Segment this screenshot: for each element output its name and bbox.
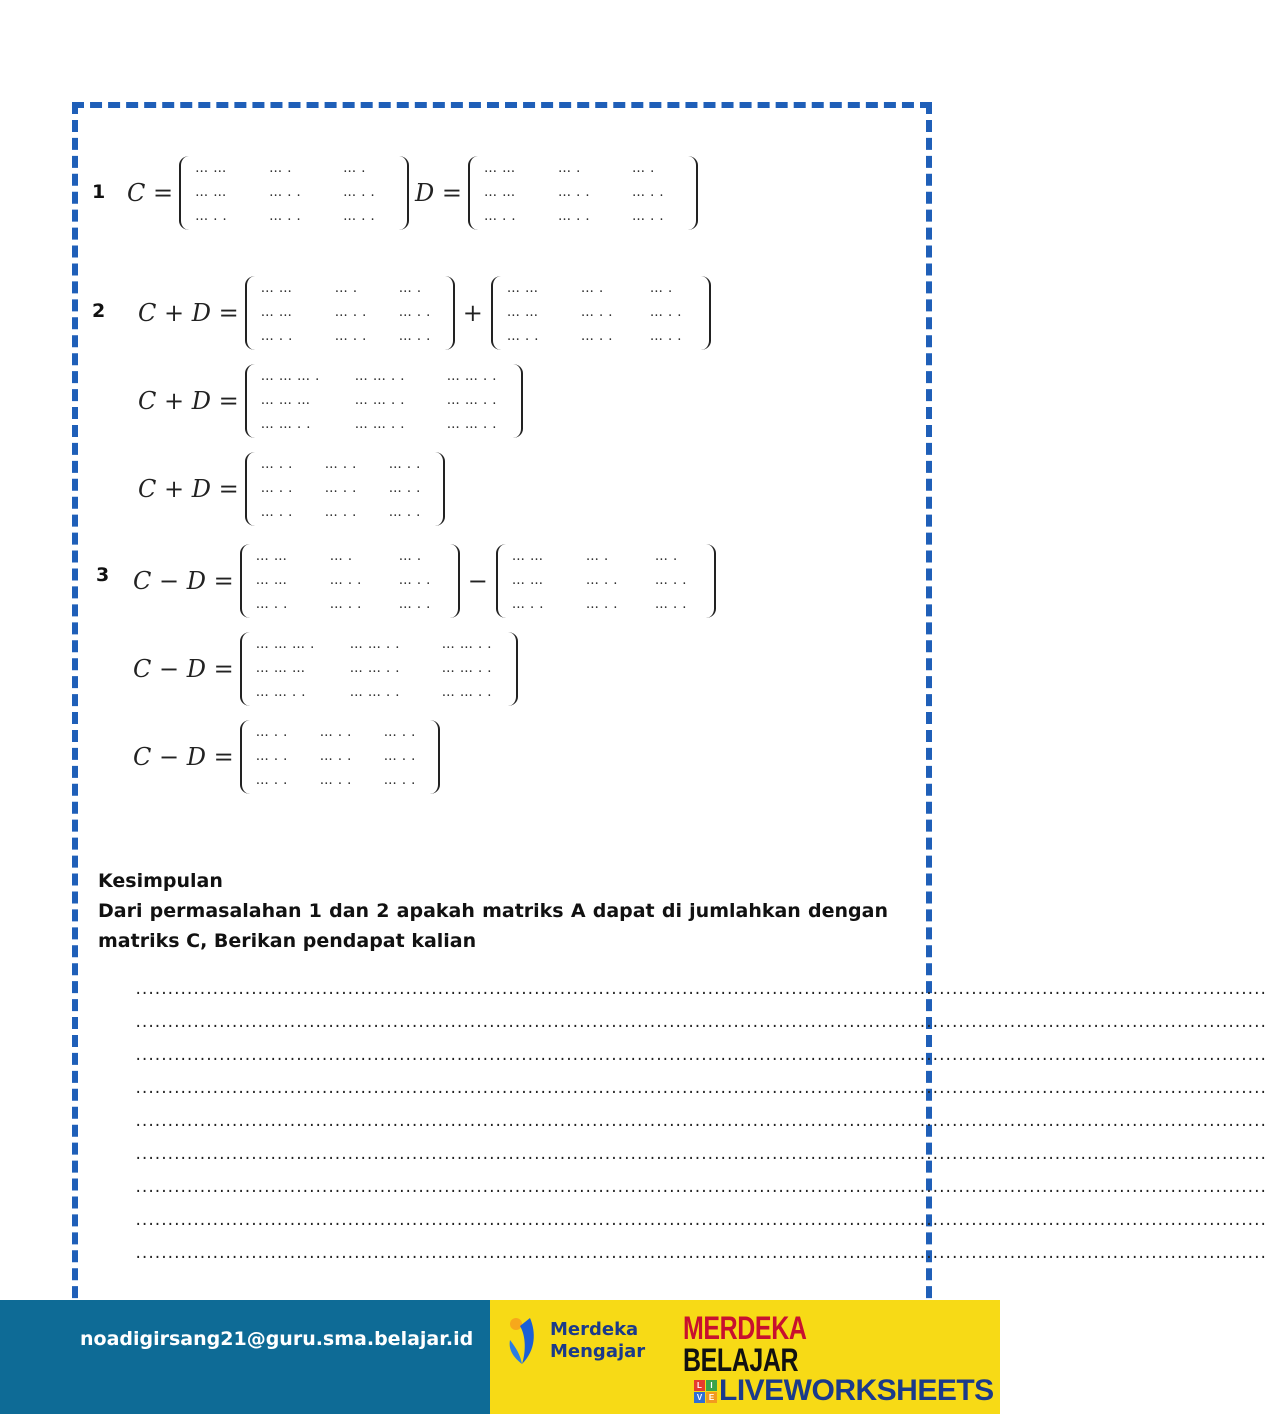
matrix-entry[interactable]: … . . — [580, 329, 613, 344]
sum-equation-step-3 — [138, 452, 445, 526]
matrix-entry[interactable]: … . . — [557, 185, 591, 200]
matrix-entry[interactable]: … . . — [654, 597, 687, 612]
left-paren — [240, 720, 250, 794]
sum-equation-step-2 — [138, 364, 523, 438]
matrix-entry[interactable]: … . . — [383, 749, 416, 764]
difference-equation-step-3 — [133, 720, 440, 794]
right-paren — [435, 452, 445, 526]
matrix-entry[interactable]: … . — [585, 549, 609, 564]
matrix-entry[interactable]: … . . — [506, 329, 539, 344]
left-paren — [245, 276, 255, 350]
matrix-entries — [189, 157, 399, 229]
matrix-entry[interactable]: … . . — [654, 573, 687, 588]
matrix-entry[interactable]: … … . . — [441, 637, 492, 652]
matrix-entry[interactable]: … … . . — [349, 685, 400, 700]
matrix-entry[interactable]: … . . — [255, 725, 288, 740]
matrix-entry[interactable]: … . . — [649, 305, 682, 320]
equation-label: D = — [415, 179, 462, 207]
merdeka-belajar-line1: MERDEKA — [683, 1310, 807, 1346]
matrix-entry[interactable]: … . . — [319, 749, 352, 764]
matrix-entry[interactable]: … . . — [557, 209, 591, 224]
right-paren — [688, 156, 698, 230]
matrix-entry[interactable]: … . . — [585, 573, 618, 588]
matrix-entry[interactable]: … . . — [388, 505, 421, 520]
matrix-entry[interactable]: … . . — [329, 573, 362, 588]
matrix — [491, 276, 711, 350]
answer-line[interactable]: ................................................................................................................................................................................ — [134, 1048, 1265, 1064]
matrix — [468, 156, 698, 230]
matrix-entry[interactable]: … … — [260, 305, 293, 320]
matrix-entry[interactable]: … … … — [255, 661, 306, 676]
equation-label: C − D = — [133, 655, 234, 683]
answer-line[interactable]: ................................................................................................................................................................................ — [134, 1180, 1265, 1196]
matrix-entry[interactable]: … . — [334, 281, 358, 296]
matrix-entries — [506, 545, 706, 617]
matrix-entry[interactable]: … . . — [398, 329, 431, 344]
matrix-entry[interactable]: … . . — [260, 505, 293, 520]
matrix-entry[interactable]: … … — [511, 573, 544, 588]
matrix-entry[interactable]: … … . . — [260, 417, 311, 432]
matrix-entry[interactable]: … … . . — [441, 685, 492, 700]
matrix-entry[interactable]: … . . — [260, 329, 293, 344]
matrix-entry[interactable]: … . — [398, 281, 422, 296]
matrix-entry[interactable]: … . . — [631, 185, 665, 200]
matrix-d-definition — [415, 156, 698, 230]
difference-equation-step-1 — [133, 544, 716, 618]
right-paren — [508, 632, 518, 706]
conclusion-heading: Kesimpulan — [98, 870, 223, 892]
matrix-entry[interactable]: … . . — [580, 305, 613, 320]
plus-operator: + — [462, 299, 483, 327]
matrix-entries — [250, 721, 430, 793]
matrix-entry[interactable]: … … . . — [354, 393, 405, 408]
matrix-entry[interactable]: … . . — [511, 597, 544, 612]
matrix-entry[interactable]: … . . — [255, 597, 288, 612]
right-paren — [706, 544, 716, 618]
matrix-entry[interactable]: … . . — [255, 773, 288, 788]
matrix-entry[interactable]: … … — [255, 573, 288, 588]
matrix-entry[interactable]: … . . — [388, 481, 421, 496]
matrix-entry[interactable]: … . — [631, 161, 655, 176]
matrix — [240, 544, 460, 618]
matrix-entry[interactable]: … … . . — [354, 369, 405, 384]
matrix-entries — [255, 453, 435, 525]
right-paren — [513, 364, 523, 438]
matrix-entry[interactable]: … … — [483, 185, 516, 200]
left-paren — [496, 544, 506, 618]
question-number-3: 3 — [96, 564, 110, 586]
right-paren — [399, 156, 409, 230]
matrix-entry[interactable]: … . . — [319, 725, 352, 740]
equation-label: C − D = — [133, 567, 234, 595]
matrix-entry[interactable]: … … . . — [354, 417, 405, 432]
matrix — [240, 720, 440, 794]
author-email: noadigirsang21@guru.sma.belajar.id — [80, 1328, 474, 1350]
answer-line[interactable]: ................................................................................................................................................................................ — [134, 1246, 1265, 1262]
merdeka-mengajar-logo — [506, 1314, 645, 1368]
matrix-entry[interactable]: … . . — [324, 481, 357, 496]
matrix-entry[interactable]: … . — [269, 161, 292, 176]
matrix-c-definition — [127, 156, 409, 230]
left-paren — [240, 632, 250, 706]
liveworksheets-logo — [694, 1374, 994, 1408]
matrix-entry[interactable]: … . . — [195, 209, 228, 224]
footer-left-panel — [0, 1300, 490, 1414]
question-number-1: 1 — [92, 181, 106, 203]
matrix-entry[interactable]: … . . — [383, 725, 416, 740]
left-paren — [468, 156, 478, 230]
lw-letter: E — [706, 1392, 717, 1403]
conclusion-question: Dari permasalahan 1 dan 2 apakah matriks A dapat di jumlahkan dengan matriks C, Berikan pendapat kalian — [98, 900, 888, 952]
answer-line[interactable]: ................................................................................................................................................................................ — [134, 982, 1265, 998]
answer-lines — [134, 974, 1265, 1271]
matrix-entry[interactable]: … … — [506, 305, 539, 320]
matrix-entry[interactable]: … … . . — [255, 685, 306, 700]
matrix-entry[interactable]: … . . — [255, 749, 288, 764]
matrix-entries — [250, 633, 508, 705]
matrix-entry[interactable]: … … . . — [446, 393, 497, 408]
liveworksheets-wordmark: LIVEWORKSHEETS — [719, 1374, 994, 1407]
matrix-entry[interactable]: … . . — [324, 457, 357, 472]
matrix-entry[interactable]: … … — [506, 281, 539, 296]
matrix-entry[interactable]: … . . — [260, 481, 293, 496]
equation-label: C − D = — [133, 743, 234, 771]
matrix-entries — [250, 545, 450, 617]
matrix-entry[interactable]: … . . — [329, 597, 362, 612]
matrix-entry[interactable]: … . . — [334, 305, 367, 320]
matrix-entries — [478, 157, 688, 229]
matrix-entry[interactable]: … . . — [649, 329, 682, 344]
minus-operator: − — [467, 567, 488, 595]
matrix-entry[interactable]: … . . — [334, 329, 367, 344]
matrix-entry[interactable]: … . . — [269, 209, 302, 224]
merdeka-mengajar-icon — [506, 1314, 542, 1368]
sum-equation-step-1 — [138, 276, 711, 350]
matrix-entries — [255, 365, 513, 437]
left-paren — [245, 364, 255, 438]
matrix-entry[interactable]: … . — [654, 549, 678, 564]
conclusion-section — [98, 866, 888, 956]
matrix — [179, 156, 409, 230]
matrix-entry[interactable]: … … … . — [255, 637, 315, 652]
matrix-entry[interactable]: … . — [649, 281, 673, 296]
matrix-entry[interactable]: … . . — [319, 773, 352, 788]
footer-banner — [0, 1300, 1000, 1414]
matrix-entry[interactable]: … . — [398, 549, 422, 564]
matrix-entry[interactable]: … . . — [260, 457, 293, 472]
matrix-entry[interactable]: … … — [195, 161, 227, 176]
equation-label: C + D = — [138, 475, 239, 503]
merdeka-mengajar-line1: Merdeka — [550, 1319, 639, 1340]
right-paren — [430, 720, 440, 794]
matrix-entry[interactable]: … . . — [388, 457, 421, 472]
answer-line[interactable]: ................................................................................................................................................................................ — [134, 1213, 1265, 1229]
matrix-entries — [255, 277, 445, 349]
matrix-entry[interactable]: … … — [483, 161, 516, 176]
question-number-2: 2 — [92, 300, 106, 322]
equation-label: C + D = — [138, 299, 239, 327]
difference-equation-step-2 — [133, 632, 518, 706]
merdeka-mengajar-line2: Mengajar — [550, 1341, 646, 1362]
matrix-entry[interactable]: … . . — [631, 209, 665, 224]
matrix-entry[interactable]: … . . — [383, 773, 416, 788]
matrix-entry[interactable]: … . . — [343, 209, 376, 224]
liveworksheets-icon — [694, 1380, 717, 1403]
matrix — [245, 276, 455, 350]
right-paren — [701, 276, 711, 350]
lw-letter: L — [694, 1380, 705, 1391]
matrix-entry[interactable]: … … . . — [446, 369, 497, 384]
answer-line[interactable]: ................................................................................................................................................................................ — [134, 1114, 1265, 1130]
right-paren — [450, 544, 460, 618]
matrix-entry[interactable]: … . . — [398, 597, 431, 612]
matrix-entry[interactable]: … . — [343, 161, 366, 176]
equation-label: C + D = — [138, 387, 239, 415]
matrix-entry[interactable]: … … . . — [349, 637, 400, 652]
left-paren — [179, 156, 189, 230]
matrix — [496, 544, 716, 618]
matrix-entry[interactable]: … . — [329, 549, 353, 564]
matrix-entry[interactable]: … . . — [343, 185, 376, 200]
matrix-entry[interactable]: … … . . — [349, 661, 400, 676]
equation-label: C = — [127, 179, 174, 207]
merdeka-belajar-line2: BELAJAR — [683, 1342, 799, 1378]
matrix-entry[interactable]: … . . — [324, 505, 357, 520]
matrix-entry[interactable]: … … — [255, 549, 288, 564]
answer-line[interactable]: ................................................................................................................................................................................ — [134, 1081, 1265, 1097]
matrix-entry[interactable]: … . — [557, 161, 581, 176]
answer-line[interactable]: ................................................................................................................................................................................ — [134, 1015, 1265, 1031]
matrix — [245, 364, 523, 438]
matrix-entry[interactable]: … … — [260, 281, 293, 296]
matrix — [240, 632, 518, 706]
matrix-entry[interactable]: … … … — [260, 393, 311, 408]
matrix-entry[interactable]: … … . . — [446, 417, 497, 432]
lw-letter: I — [706, 1380, 717, 1391]
matrix-entry[interactable]: … . . — [483, 209, 517, 224]
matrix — [245, 452, 445, 526]
matrix-entry[interactable]: … … … . — [260, 369, 320, 384]
left-paren — [245, 452, 255, 526]
matrix-entries — [501, 277, 701, 349]
matrix-entry[interactable]: … . . — [398, 573, 431, 588]
matrix-entry[interactable]: … … — [511, 549, 544, 564]
right-paren — [445, 276, 455, 350]
matrix-entry[interactable]: … … — [195, 185, 227, 200]
lw-letter: V — [694, 1392, 705, 1403]
matrix-entry[interactable]: … . . — [585, 597, 618, 612]
left-paren — [240, 544, 250, 618]
matrix-entry[interactable]: … … . . — [441, 661, 492, 676]
matrix-entry[interactable]: … . — [580, 281, 604, 296]
matrix-entry[interactable]: … . . — [398, 305, 431, 320]
answer-line[interactable]: ................................................................................................................................................................................ — [134, 1147, 1265, 1163]
matrix-entry[interactable]: … . . — [269, 185, 302, 200]
left-paren — [491, 276, 501, 350]
